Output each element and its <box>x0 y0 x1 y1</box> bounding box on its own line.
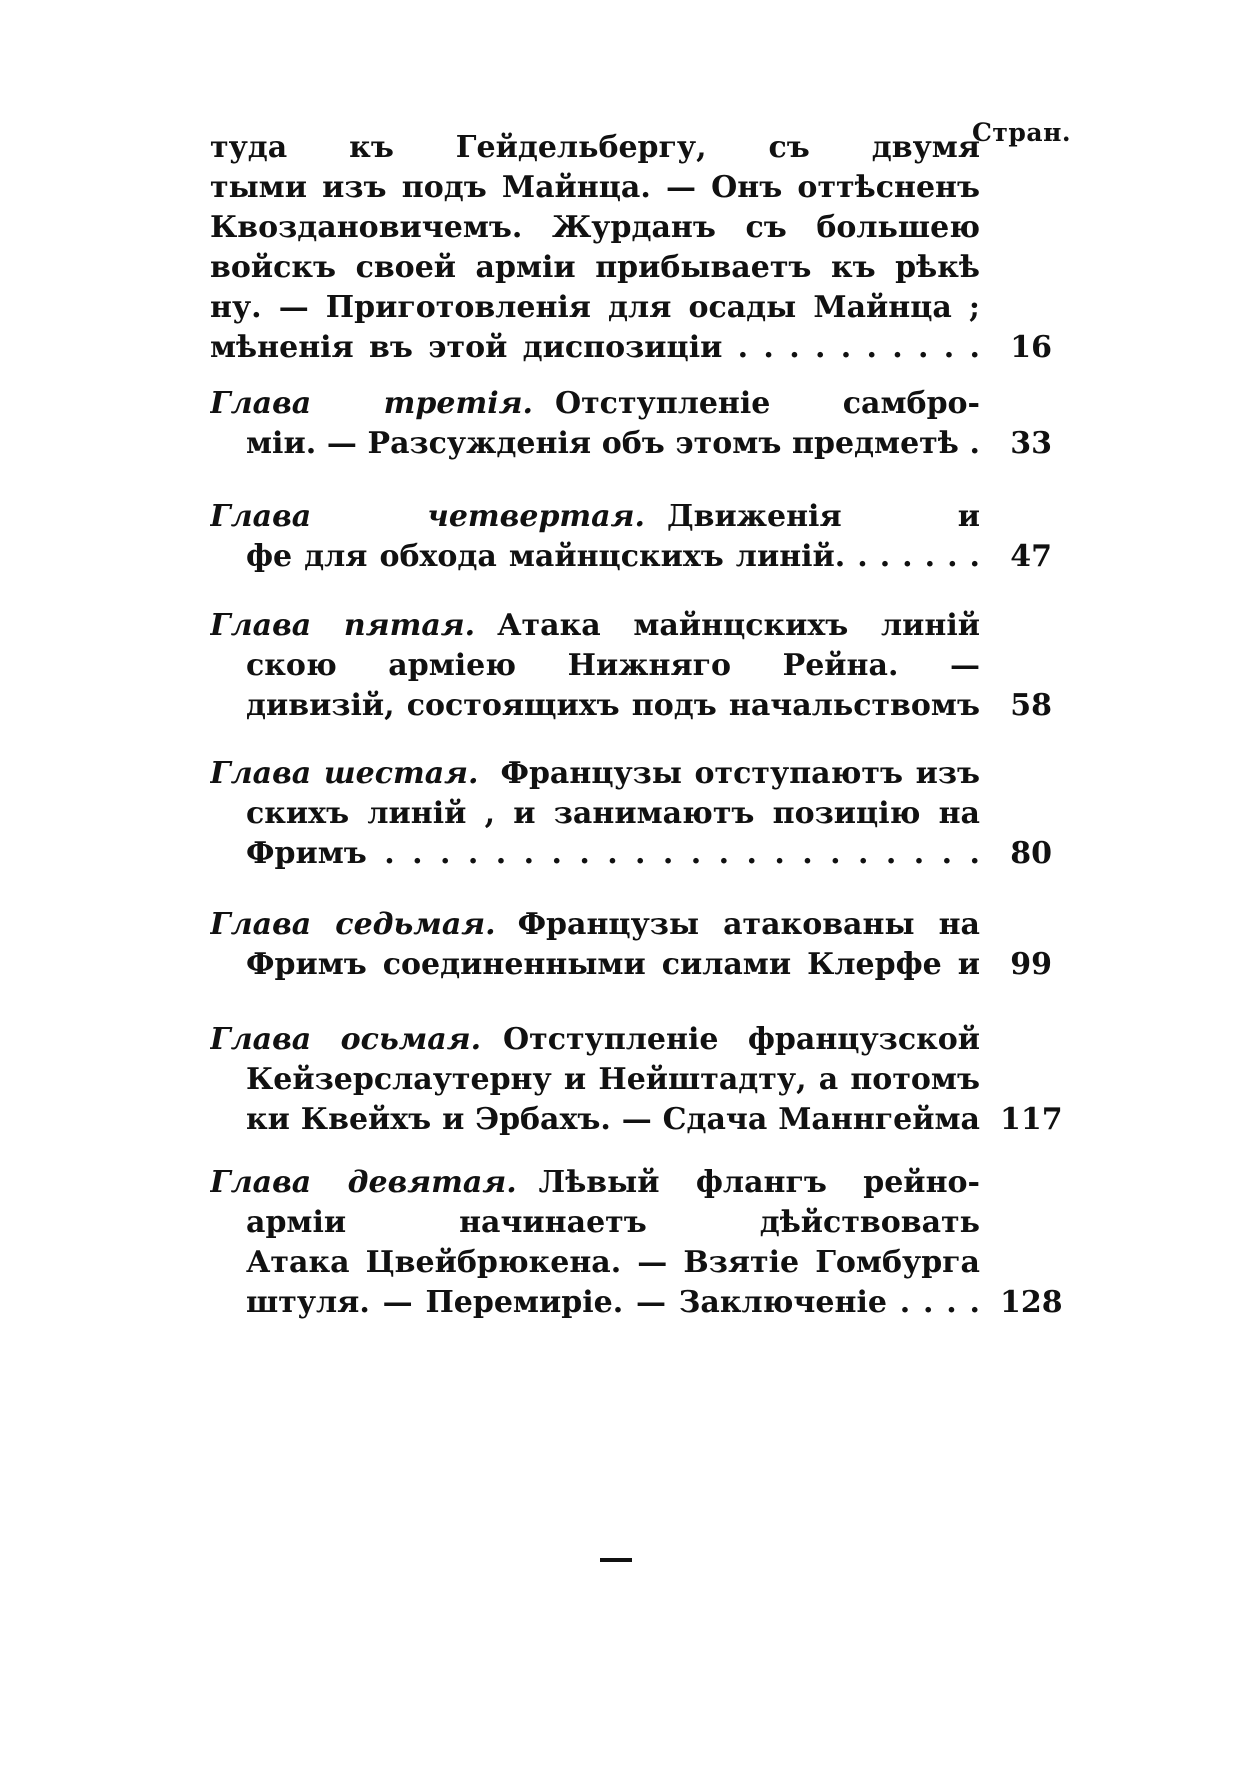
toc-page-number: 47 <box>1010 539 1052 574</box>
toc-page-number: 99 <box>1010 947 1052 982</box>
end-rule <box>600 1558 632 1562</box>
toc-page-number: 128 <box>1000 1285 1063 1320</box>
toc-line: міи. — Разсужденія объ этомъ предметѣ . 33 <box>210 424 1040 464</box>
toc-page-number: 80 <box>1010 836 1052 871</box>
toc-line: Атака Цвейбрюкена. — Взятіе Гомбурга <box>246 1245 980 1280</box>
toc-line: Глава третія. Отступленіе самбро- <box>210 386 980 421</box>
chapter-title: Глава осьмая. <box>210 1022 482 1057</box>
toc-line: Глава пятая. Атака майнцскихъ линій <box>210 608 980 643</box>
toc-line: арміи начинаетъ дѣйствовать <box>246 1205 980 1240</box>
toc-line: дивизій, состоящихъ подъ начальствомъ 58 <box>210 686 1040 726</box>
chapter-title: Глава девятая. <box>210 1165 517 1200</box>
toc-page-number: 117 <box>1000 1102 1063 1137</box>
toc-line: Фримъ соединенными силами Клерфе и 99 <box>210 945 1040 985</box>
chapter-title: Глава четвертая. <box>210 499 645 534</box>
toc-line: Квоздановичемъ. Журданъ съ большею <box>210 210 980 245</box>
toc-line: тыми изъ подъ Майнца. — Онъ оттѣсненъ <box>210 170 980 205</box>
toc-line: ки Квейхъ и Эрбахъ. — Сдача Маннгейма 117 <box>210 1100 1040 1140</box>
toc-page-number: 16 <box>1010 330 1052 365</box>
toc-line: Кейзерслаутерну и Нейштадту, а потомъ <box>246 1062 980 1097</box>
toc-line: Глава шестая. Французы отступаютъ изъ <box>210 756 980 791</box>
toc-entry-chapter-6 <box>210 754 1052 874</box>
toc-entry-chapter-9 <box>210 1163 1063 1323</box>
toc-line: войскъ своей арміи прибываетъ къ рѣкѣ <box>210 250 980 285</box>
chapter-title: Глава седьмая. <box>210 907 496 942</box>
chapter-title: Глава шестая. <box>210 756 479 791</box>
toc-entry-chapter-7 <box>210 905 1052 985</box>
toc-page-number: 58 <box>1010 688 1052 723</box>
page-column-header: Стран. <box>972 118 1072 147</box>
toc-page-number: 33 <box>1010 426 1052 461</box>
toc-line: туда къ Гейдельбергу, съ двумя <box>210 130 980 165</box>
toc-line: скою арміею Нижняго Рейна. — <box>246 648 980 683</box>
toc-entry-chapter-5 <box>210 606 1052 726</box>
toc-line: Глава седьмая. Французы атакованы на <box>210 907 980 942</box>
toc-line: штуля. — Перемиріе. — Заключеніе . . . . 128 <box>210 1283 1040 1323</box>
toc-entry-chapter-8 <box>210 1020 1063 1140</box>
toc-line: фе для обхода майнцскихъ линій. . . . . . . 47 <box>210 537 1040 577</box>
toc-line: скихъ линій , и занимаютъ позицію на <box>246 796 980 831</box>
chapter-title: Глава пятая. <box>210 608 476 643</box>
toc-entry-chapter-4 <box>210 497 1052 577</box>
toc-line: мѣненія въ этой диспозиціи . . . . . . . . . . 16 <box>210 328 1040 368</box>
toc-line: ну. — Приготовленія для осады Майнца ; <box>210 290 980 325</box>
toc-line: Фримъ . . . . . . . . . . . . . . . . . . . . . . 80 <box>210 834 1040 874</box>
toc-line: Глава девятая. Лѣвый флангъ рейно- <box>210 1165 980 1200</box>
toc-line: Глава четвертая. Движенія и <box>210 499 980 534</box>
toc-entry-chapter-3 <box>210 384 1052 464</box>
toc-line: Глава осьмая. Отступленіе французской <box>210 1022 980 1057</box>
chapter-title: Глава третія. <box>210 386 533 421</box>
